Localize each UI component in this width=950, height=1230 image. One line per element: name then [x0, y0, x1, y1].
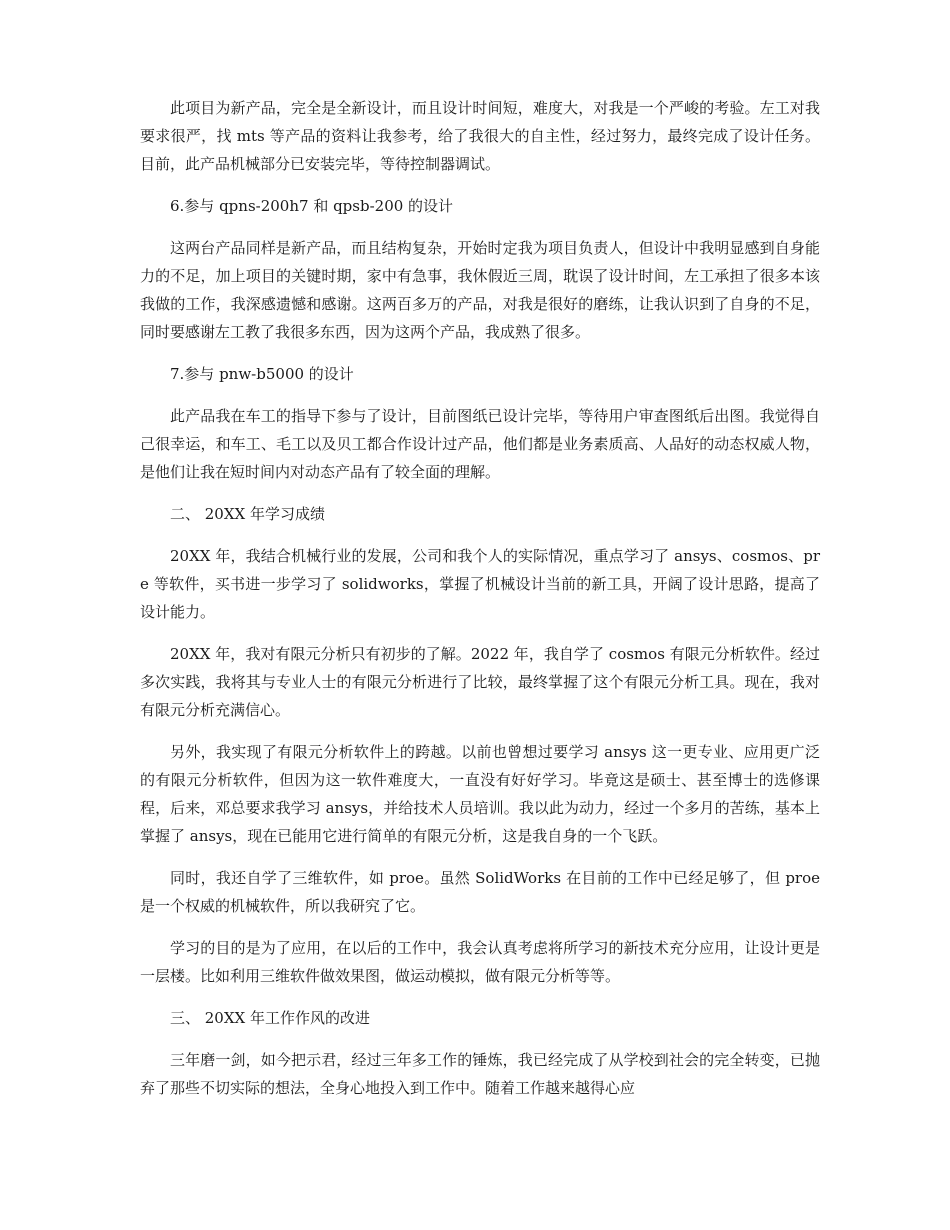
section-heading: 三、 20XX 年工作作风的改进 — [170, 1009, 370, 1027]
section-heading: 7.参与 pnw-b5000 的设计 — [170, 365, 354, 383]
paragraph: 同时，我还自学了三维软件，如 proe。虽然 SolidWorks 在目前的工作中已经足够了，但 proe 是一个权威的机械软件，所以我研究了它。 — [140, 869, 820, 915]
paragraph: 20XX 年，我对有限元分析只有初步的了解。2022 年，我自学了 cosmos 有限元分析软件。经过多次实践，我将其与专业人士的有限元分析进行了比较，最终掌握了这个有限元分析工具。现在，我对有限元分析充满信心。 — [140, 645, 820, 719]
paragraph: 此产品我在车工的指导下参与了设计，目前图纸已设计完毕，等待用户审查图纸后出图。我觉得自己很幸运，和车工、毛工以及贝工都合作设计过产品，他们都是业务素质高、人品好的动态权威人物，是他们让我在短时间内对动态产品有了较全面的理解。 — [140, 407, 820, 481]
paragraph: 另外，我实现了有限元分析软件上的跨越。以前也曾想过要学习 ansys 这一更专业、应用更广泛的有限元分析软件，但因为这一软件难度大，一直没有好好学习。毕竟这是硕士、甚至博士的选修课程，后来，邓总要求我学习 ansys，并给技术人员培训。我以此为动力，经过一个多月的苦练，基本上掌握了 ansys，现在已能用它进行简单的有限元分析，这是我自身的一个飞跃。 — [140, 743, 820, 845]
section-heading: 二、 20XX 年学习成绩 — [170, 505, 325, 523]
paragraph: 此项目为新产品，完全是全新设计，而且设计时间短，难度大，对我是一个严峻的考验。左工对我要求很严，找 mts 等产品的资料让我参考，给了我很大的自主性，经过努力，最终完成了设计任务。目前，此产品机械部分已安装完毕，等待控制器调试。 — [140, 99, 820, 173]
paragraph: 20XX 年，我结合机械行业的发展，公司和我个人的实际情况，重点学习了 ansys、cosmos、pre 等软件，买书进一步学习了 solidworks，掌握了机械设计当前的新工具，开阔了设计思路，提高了设计能力。 — [140, 547, 820, 621]
section-heading: 6.参与 qpns-200h7 和 qpsb-200 的设计 — [170, 197, 454, 215]
paragraph: 学习的目的是为了应用，在以后的工作中，我会认真考虑将所学习的新技术充分应用，让设计更是一层楼。比如利用三维软件做效果图，做运动模拟，做有限元分析等等。 — [140, 939, 820, 985]
paragraph: 这两台产品同样是新产品，而且结构复杂，开始时定我为项目负责人，但设计中我明显感到自身能力的不足，加上项目的关键时期，家中有急事，我休假近三周，耽误了设计时间，左工承担了很多本该我做的工作，我深感遗憾和感谢。这两百多万的产品，对我是很好的磨练，让我认识到了自身的不足，同时要感谢左工教了我很多东西，因为这两个产品，我成熟了很多。 — [140, 239, 820, 341]
paragraph: 三年磨一剑，如今把示君，经过三年多工作的锤炼，我已经完成了从学校到社会的完全转变，已抛弃了那些不切实际的想法，全身心地投入到工作中。随着工作越来越得心应 — [140, 1051, 820, 1097]
